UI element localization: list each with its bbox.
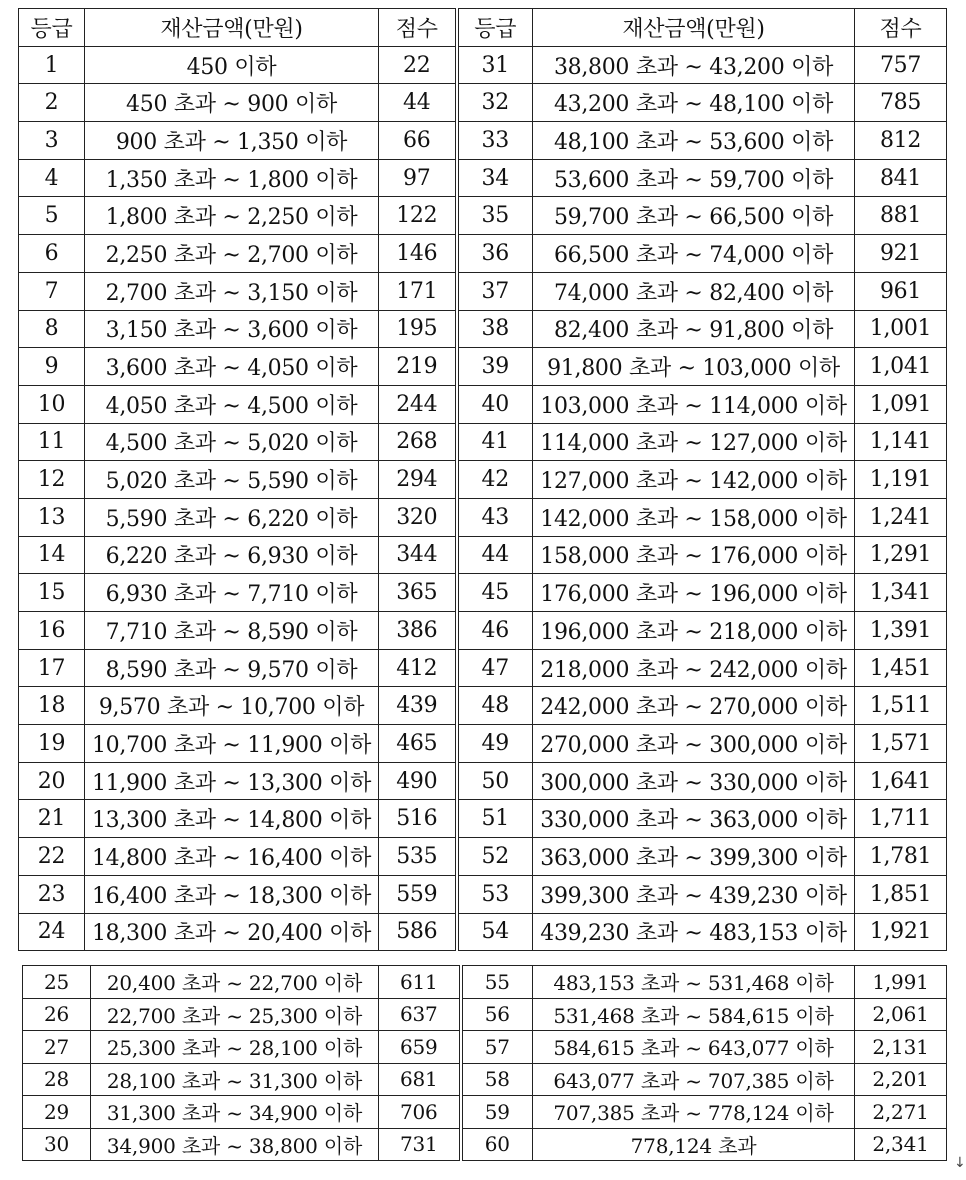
score-cell: 611 bbox=[379, 966, 461, 999]
score-cell: 2,201 bbox=[855, 1063, 947, 1096]
amount-cell: 59,700 초과 ~ 66,500 이하 bbox=[533, 197, 855, 235]
amount-cell: 330,000 초과 ~ 363,000 이하 bbox=[533, 800, 855, 838]
grade-cell: 3 bbox=[19, 122, 85, 160]
grade-cell: 58 bbox=[461, 1063, 533, 1096]
amount-cell: 82,400 초과 ~ 91,800 이하 bbox=[533, 310, 855, 348]
grade-cell: 9 bbox=[19, 348, 85, 386]
amount-cell: 6,930 초과 ~ 7,710 이하 bbox=[85, 574, 379, 612]
grade-cell: 25 bbox=[23, 966, 91, 999]
amount-cell: 38,800 초과 ~ 43,200 이하 bbox=[533, 46, 855, 84]
amount-cell: 31,300 초과 ~ 34,900 이하 bbox=[91, 1096, 379, 1129]
score-cell: 559 bbox=[379, 875, 457, 913]
table-row bbox=[19, 461, 947, 499]
amount-cell: 43,200 초과 ~ 48,100 이하 bbox=[533, 84, 855, 122]
table-row bbox=[19, 649, 947, 687]
score-cell: 1,341 bbox=[855, 574, 947, 612]
score-cell: 195 bbox=[379, 310, 457, 348]
score-cell: 2,271 bbox=[855, 1096, 947, 1129]
grade-cell: 23 bbox=[19, 875, 85, 913]
amount-cell: 300,000 초과 ~ 330,000 이하 bbox=[533, 762, 855, 800]
grade-cell: 21 bbox=[19, 800, 85, 838]
amount-cell: 531,468 초과 ~ 584,615 이하 bbox=[533, 998, 855, 1031]
score-cell: 1,511 bbox=[855, 687, 947, 725]
score-cell: 516 bbox=[379, 800, 457, 838]
table-row bbox=[23, 998, 947, 1031]
amount-cell: 10,700 초과 ~ 11,900 이하 bbox=[85, 725, 379, 763]
table-row bbox=[19, 498, 947, 536]
grade-cell: 32 bbox=[457, 84, 533, 122]
grade-cell: 54 bbox=[457, 913, 533, 951]
amount-cell: 14,800 초과 ~ 16,400 이하 bbox=[85, 838, 379, 876]
table-row bbox=[19, 725, 947, 763]
grade-cell: 4 bbox=[19, 159, 85, 197]
amount-cell: 66,500 초과 ~ 74,000 이하 bbox=[533, 235, 855, 273]
amount-cell: 8,590 초과 ~ 9,570 이하 bbox=[85, 649, 379, 687]
grade-cell: 38 bbox=[457, 310, 533, 348]
grade-cell: 10 bbox=[19, 385, 85, 423]
grade-cell: 12 bbox=[19, 461, 85, 499]
grade-cell: 55 bbox=[461, 966, 533, 999]
score-cell: 244 bbox=[379, 385, 457, 423]
table-row bbox=[23, 1128, 947, 1161]
amount-cell: 399,300 초과 ~ 439,230 이하 bbox=[533, 875, 855, 913]
paragraph-mark: ↓ bbox=[954, 1155, 966, 1171]
table-row bbox=[19, 348, 947, 386]
score-cell: 268 bbox=[379, 423, 457, 461]
amount-cell: 483,153 초과 ~ 531,468 이하 bbox=[533, 966, 855, 999]
table-row bbox=[19, 84, 947, 122]
table-row bbox=[19, 197, 947, 235]
grade-cell: 27 bbox=[23, 1031, 91, 1064]
amount-cell: 778,124 초과 bbox=[533, 1128, 855, 1161]
amount-cell: 7,710 초과 ~ 8,590 이하 bbox=[85, 612, 379, 650]
table-row bbox=[19, 235, 947, 273]
table-row bbox=[23, 1031, 947, 1064]
amount-cell: 16,400 초과 ~ 18,300 이하 bbox=[85, 875, 379, 913]
amount-cell: 3,150 초과 ~ 3,600 이하 bbox=[85, 310, 379, 348]
score-cell: 921 bbox=[855, 235, 947, 273]
amount-cell: 4,500 초과 ~ 5,020 이하 bbox=[85, 423, 379, 461]
score-cell: 490 bbox=[379, 762, 457, 800]
grade-cell: 43 bbox=[457, 498, 533, 536]
score-cell: 1,781 bbox=[855, 838, 947, 876]
score-cell: 2,131 bbox=[855, 1031, 947, 1064]
header-amount: 재산금액(만원) bbox=[85, 9, 379, 47]
grade-cell: 5 bbox=[19, 197, 85, 235]
amount-cell: 22,700 초과 ~ 25,300 이하 bbox=[91, 998, 379, 1031]
score-cell: 535 bbox=[379, 838, 457, 876]
amount-cell: 439,230 초과 ~ 483,153 이하 bbox=[533, 913, 855, 951]
score-cell: 146 bbox=[379, 235, 457, 273]
amount-cell: 363,000 초과 ~ 399,300 이하 bbox=[533, 838, 855, 876]
grade-cell: 6 bbox=[19, 235, 85, 273]
amount-cell: 25,300 초과 ~ 28,100 이하 bbox=[91, 1031, 379, 1064]
grade-cell: 26 bbox=[23, 998, 91, 1031]
score-cell: 637 bbox=[379, 998, 461, 1031]
amount-cell: 2,250 초과 ~ 2,700 이하 bbox=[85, 235, 379, 273]
grade-cell: 59 bbox=[461, 1096, 533, 1129]
table-row bbox=[19, 875, 947, 913]
grade-cell: 40 bbox=[457, 385, 533, 423]
grade-cell: 41 bbox=[457, 423, 533, 461]
score-cell: 465 bbox=[379, 725, 457, 763]
amount-cell: 9,570 초과 ~ 10,700 이하 bbox=[85, 687, 379, 725]
score-cell: 1,191 bbox=[855, 461, 947, 499]
amount-cell: 450 초과 ~ 900 이하 bbox=[85, 84, 379, 122]
table-row bbox=[19, 423, 947, 461]
score-cell: 66 bbox=[379, 122, 457, 160]
amount-cell: 11,900 초과 ~ 13,300 이하 bbox=[85, 762, 379, 800]
grade-cell: 47 bbox=[457, 649, 533, 687]
score-cell: 881 bbox=[855, 197, 947, 235]
header-grade: 등급 bbox=[19, 9, 85, 47]
grade-cell: 35 bbox=[457, 197, 533, 235]
score-cell: 1,921 bbox=[855, 913, 947, 951]
grade-cell: 24 bbox=[19, 913, 85, 951]
grade-cell: 11 bbox=[19, 423, 85, 461]
grade-cell: 45 bbox=[457, 574, 533, 612]
amount-cell: 5,020 초과 ~ 5,590 이하 bbox=[85, 461, 379, 499]
grade-cell: 30 bbox=[23, 1128, 91, 1161]
score-cell: 1,241 bbox=[855, 498, 947, 536]
amount-cell: 158,000 초과 ~ 176,000 이하 bbox=[533, 536, 855, 574]
score-cell: 439 bbox=[379, 687, 457, 725]
grade-cell: 49 bbox=[457, 725, 533, 763]
grade-cell: 2 bbox=[19, 84, 85, 122]
grade-cell: 17 bbox=[19, 649, 85, 687]
amount-cell: 4,050 초과 ~ 4,500 이하 bbox=[85, 385, 379, 423]
grade-cell: 34 bbox=[457, 159, 533, 197]
score-cell: 320 bbox=[379, 498, 457, 536]
score-cell: 22 bbox=[379, 46, 457, 84]
amount-cell: 1,800 초과 ~ 2,250 이하 bbox=[85, 197, 379, 235]
amount-cell: 53,600 초과 ~ 59,700 이하 bbox=[533, 159, 855, 197]
score-cell: 1,641 bbox=[855, 762, 947, 800]
amount-cell: 707,385 초과 ~ 778,124 이하 bbox=[533, 1096, 855, 1129]
amount-cell: 28,100 초과 ~ 31,300 이하 bbox=[91, 1063, 379, 1096]
score-cell: 344 bbox=[379, 536, 457, 574]
score-cell: 1,001 bbox=[855, 310, 947, 348]
header-score: 점수 bbox=[855, 9, 947, 47]
score-cell: 586 bbox=[379, 913, 457, 951]
score-cell: 1,711 bbox=[855, 800, 947, 838]
grade-cell: 37 bbox=[457, 272, 533, 310]
table-row bbox=[23, 966, 947, 999]
score-cell: 681 bbox=[379, 1063, 461, 1096]
grade-cell: 52 bbox=[457, 838, 533, 876]
score-cell: 171 bbox=[379, 272, 457, 310]
score-cell: 785 bbox=[855, 84, 947, 122]
grade-cell: 60 bbox=[461, 1128, 533, 1161]
score-cell: 841 bbox=[855, 159, 947, 197]
grade-cell: 8 bbox=[19, 310, 85, 348]
grade-cell: 33 bbox=[457, 122, 533, 160]
amount-cell: 3,600 초과 ~ 4,050 이하 bbox=[85, 348, 379, 386]
score-cell: 412 bbox=[379, 649, 457, 687]
amount-cell: 242,000 초과 ~ 270,000 이하 bbox=[533, 687, 855, 725]
amount-cell: 18,300 초과 ~ 20,400 이하 bbox=[85, 913, 379, 951]
table-row bbox=[19, 574, 947, 612]
grade-cell: 18 bbox=[19, 687, 85, 725]
amount-cell: 218,000 초과 ~ 242,000 이하 bbox=[533, 649, 855, 687]
score-cell: 1,091 bbox=[855, 385, 947, 423]
score-cell: 97 bbox=[379, 159, 457, 197]
table-row bbox=[19, 536, 947, 574]
table-row bbox=[19, 159, 947, 197]
score-cell: 2,061 bbox=[855, 998, 947, 1031]
table-row bbox=[19, 687, 947, 725]
table-row bbox=[19, 122, 947, 160]
amount-cell: 1,350 초과 ~ 1,800 이하 bbox=[85, 159, 379, 197]
grade-cell: 7 bbox=[19, 272, 85, 310]
score-cell: 961 bbox=[855, 272, 947, 310]
table-row bbox=[19, 800, 947, 838]
grade-cell: 19 bbox=[19, 725, 85, 763]
score-cell: 365 bbox=[379, 574, 457, 612]
amount-cell: 34,900 초과 ~ 38,800 이하 bbox=[91, 1128, 379, 1161]
grade-cell: 22 bbox=[19, 838, 85, 876]
amount-cell: 2,700 초과 ~ 3,150 이하 bbox=[85, 272, 379, 310]
grade-cell: 56 bbox=[461, 998, 533, 1031]
grade-cell: 50 bbox=[457, 762, 533, 800]
score-cell: 294 bbox=[379, 461, 457, 499]
grade-cell: 28 bbox=[23, 1063, 91, 1096]
table-row bbox=[19, 612, 947, 650]
amount-cell: 900 초과 ~ 1,350 이하 bbox=[85, 122, 379, 160]
grade-cell: 16 bbox=[19, 612, 85, 650]
grade-cell: 20 bbox=[19, 762, 85, 800]
score-table-bottom bbox=[22, 965, 947, 1161]
amount-cell: 114,000 초과 ~ 127,000 이하 bbox=[533, 423, 855, 461]
grade-cell: 39 bbox=[457, 348, 533, 386]
score-cell: 386 bbox=[379, 612, 457, 650]
table-row bbox=[23, 1063, 947, 1096]
grade-cell: 15 bbox=[19, 574, 85, 612]
score-cell: 44 bbox=[379, 84, 457, 122]
grade-cell: 14 bbox=[19, 536, 85, 574]
header-score: 점수 bbox=[379, 9, 457, 47]
grade-cell: 44 bbox=[457, 536, 533, 574]
grade-cell: 48 bbox=[457, 687, 533, 725]
score-cell: 1,141 bbox=[855, 423, 947, 461]
amount-cell: 6,220 초과 ~ 6,930 이하 bbox=[85, 536, 379, 574]
amount-cell: 5,590 초과 ~ 6,220 이하 bbox=[85, 498, 379, 536]
grade-cell: 51 bbox=[457, 800, 533, 838]
grade-cell: 29 bbox=[23, 1096, 91, 1129]
grade-cell: 46 bbox=[457, 612, 533, 650]
score-cell: 659 bbox=[379, 1031, 461, 1064]
table-row bbox=[19, 310, 947, 348]
amount-cell: 643,077 초과 ~ 707,385 이하 bbox=[533, 1063, 855, 1096]
score-table-top bbox=[18, 8, 947, 951]
score-cell: 706 bbox=[379, 1096, 461, 1129]
header-grade: 등급 bbox=[457, 9, 533, 47]
table-row bbox=[23, 1096, 947, 1129]
amount-cell: 142,000 초과 ~ 158,000 이하 bbox=[533, 498, 855, 536]
amount-cell: 584,615 초과 ~ 643,077 이하 bbox=[533, 1031, 855, 1064]
grade-cell: 36 bbox=[457, 235, 533, 273]
amount-cell: 91,800 초과 ~ 103,000 이하 bbox=[533, 348, 855, 386]
amount-cell: 176,000 초과 ~ 196,000 이하 bbox=[533, 574, 855, 612]
amount-cell: 13,300 초과 ~ 14,800 이하 bbox=[85, 800, 379, 838]
amount-cell: 450 이하 bbox=[85, 46, 379, 84]
score-cell: 1,391 bbox=[855, 612, 947, 650]
amount-cell: 196,000 초과 ~ 218,000 이하 bbox=[533, 612, 855, 650]
score-cell: 1,451 bbox=[855, 649, 947, 687]
table-row bbox=[19, 272, 947, 310]
amount-cell: 127,000 초과 ~ 142,000 이하 bbox=[533, 461, 855, 499]
amount-cell: 74,000 초과 ~ 82,400 이하 bbox=[533, 272, 855, 310]
score-cell: 1,571 bbox=[855, 725, 947, 763]
table-row bbox=[19, 46, 947, 84]
score-cell: 1,851 bbox=[855, 875, 947, 913]
score-cell: 812 bbox=[855, 122, 947, 160]
table-row bbox=[19, 838, 947, 876]
score-cell: 122 bbox=[379, 197, 457, 235]
score-cell: 731 bbox=[379, 1128, 461, 1161]
grade-cell: 53 bbox=[457, 875, 533, 913]
table-row bbox=[19, 385, 947, 423]
score-cell: 1,991 bbox=[855, 966, 947, 999]
table-row bbox=[19, 762, 947, 800]
grade-cell: 42 bbox=[457, 461, 533, 499]
score-cell: 1,291 bbox=[855, 536, 947, 574]
score-cell: 1,041 bbox=[855, 348, 947, 386]
amount-cell: 20,400 초과 ~ 22,700 이하 bbox=[91, 966, 379, 999]
score-cell: 219 bbox=[379, 348, 457, 386]
amount-cell: 103,000 초과 ~ 114,000 이하 bbox=[533, 385, 855, 423]
amount-cell: 270,000 초과 ~ 300,000 이하 bbox=[533, 725, 855, 763]
grade-cell: 57 bbox=[461, 1031, 533, 1064]
score-cell: 757 bbox=[855, 46, 947, 84]
grade-cell: 13 bbox=[19, 498, 85, 536]
score-cell: 2,341 bbox=[855, 1128, 947, 1161]
table-header-row bbox=[19, 9, 947, 47]
table-row bbox=[19, 913, 947, 951]
grade-cell: 1 bbox=[19, 46, 85, 84]
header-amount: 재산금액(만원) bbox=[533, 9, 855, 47]
grade-cell: 31 bbox=[457, 46, 533, 84]
amount-cell: 48,100 초과 ~ 53,600 이하 bbox=[533, 122, 855, 160]
